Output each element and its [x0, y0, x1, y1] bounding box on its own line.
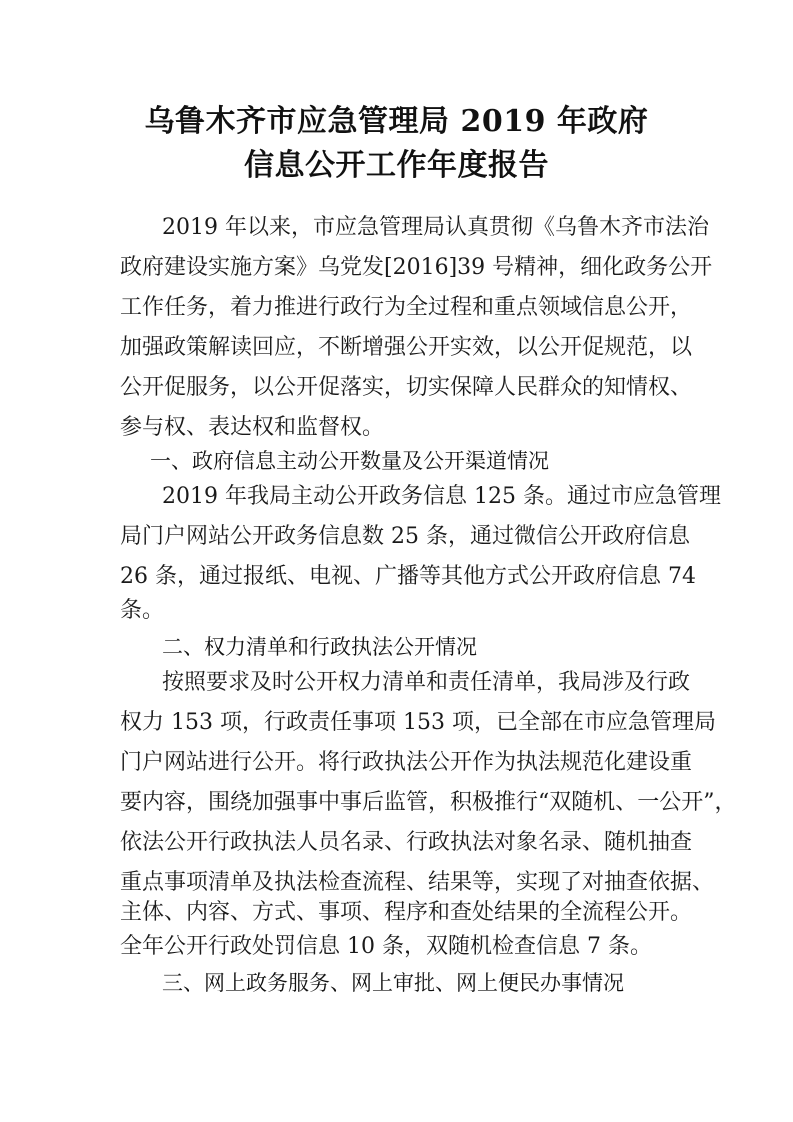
section1-line: 局门户网站公开政务信息数 25 条，通过微信公开政府信息 [120, 524, 690, 549]
section1-line: 2019 年我局主动公开政务信息 125 条。通过市应急管理 [162, 484, 721, 509]
section2-line: 要内容，围绕加强事中事后监管，积极推行“双随机、一公开”， [120, 790, 737, 815]
section2-line: 依法公开行政执法人员名录、行政执法对象名录、随机抽查 [120, 830, 693, 855]
section-heading-3: 三、网上政务服务、网上审批、网上便民办事情况 [162, 971, 624, 995]
intro-line: 2019 年以来，市应急管理局认真贯彻《乌鲁木齐市法治 [162, 215, 709, 240]
section-heading-2: 二、权力清单和行政执法公开情况 [162, 635, 477, 659]
intro-line: 加强政策解读回应，不断增强公开实效，以公开促规范，以 [120, 335, 693, 360]
intro-line: 公开促服务，以公开促落实，切实保障人民群众的知情权、 [120, 375, 693, 400]
document-title-line-1: 乌鲁木齐市应急管理局 2019 年政府 [144, 104, 649, 139]
section1-line: 条。 [120, 598, 165, 623]
section-heading-1: 一、政府信息主动公开数量及公开渠道情况 [150, 449, 549, 473]
intro-line: 工作任务，着力推进行政行为全过程和重点领域信息公开， [120, 295, 693, 320]
section2-line: 主体、内容、方式、事项、程序和查处结果的全流程公开。 [120, 900, 693, 925]
section2-line: 重点事项清单及执法检查流程、结果等，实现了对抽查依据、 [120, 870, 715, 895]
section1-line: 26 条，通过报纸、电视、广播等其他方式公开政府信息 74 [120, 564, 696, 589]
document-title-line-2: 信息公开工作年度报告 [244, 148, 549, 183]
section2-line: 权力 153 项，行政责任事项 153 项，已全部在市应急管理局 [120, 710, 716, 735]
section2-line: 全年公开行政处罚信息 10 条，双随机检查信息 7 条。 [120, 934, 652, 959]
intro-line: 政府建设实施方案》乌党发[2016]39 号精神，细化政务公开 [120, 255, 713, 280]
intro-line: 参与权、表达权和监督权。 [120, 415, 385, 440]
section2-line: 门户网站进行公开。将行政执法公开作为执法规范化建设重 [120, 750, 693, 775]
section2-line: 按照要求及时公开权力清单和责任清单，我局涉及行政 [162, 670, 691, 695]
